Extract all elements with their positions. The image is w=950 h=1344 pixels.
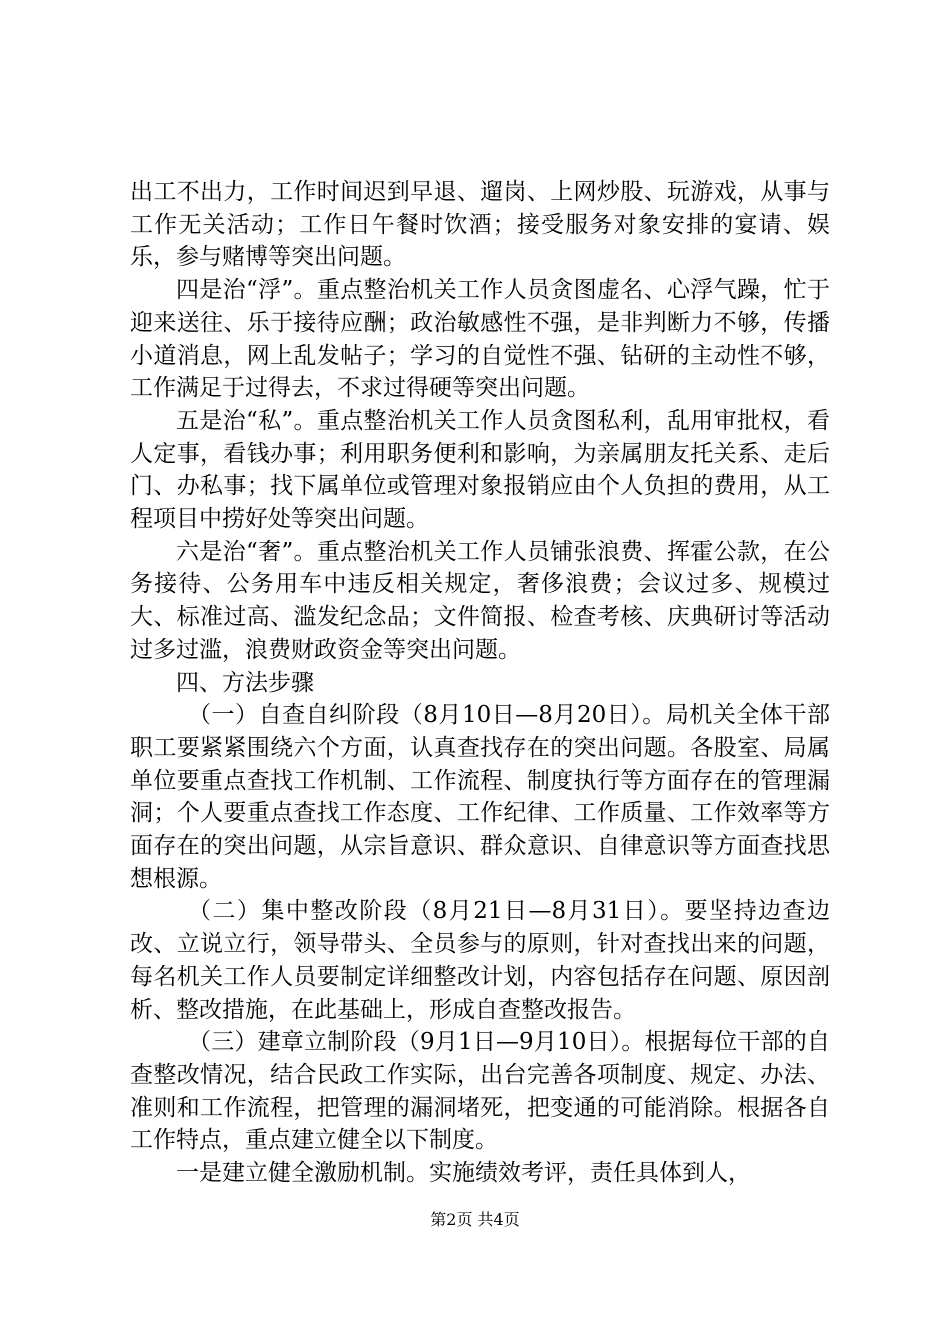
paragraph-stage-one: （一）自查自纠阶段（8月10日—8月20日）。局机关全体干部职工要紧紧围绕六个方面，认真查找存在的突出问题。各股室、局属单位要重点查找工作机制、工作流程、制度执行等方面存在的管理漏洞；个人要重点查找工作态度、工作纪律、工作质量、工作效率等方面存在的突出问题，从宗旨意识、群众意识、自律意识等方面查找思想根源。 [130,702,830,892]
section-heading-method-steps: 四、方法步骤 [176,669,314,696]
document-body [130,176,830,1190]
paragraph-stage-three: （三）建章立制阶段（9月1日—9月10日）。根据每位干部的自查整改情况，结合民政工作实际，出台完善各项制度、规定、办法、准则和工作流程，把管理的漏洞堵死，把变通的可能消除。根据各自工作特点，重点建立健全以下制度。 [130,1029,830,1154]
paragraph-item-six-she: 六是治“奢”。重点整治机关工作人员铺张浪费、挥霍公款，在公务接待、公务用车中违反相关规定，奢侈浪费；会议过多、规模过大、标准过高、滥发纪念品；文件简报、检查考核、庆典研讨等活动过多过滥，浪费财政资金等突出问题。 [130,538,830,663]
paragraph-item-four-fu: 四是治“浮”。重点整治机关工作人员贪图虚名、心浮气躁，忙于迎来送往、乐于接待应酬；政治敏感性不强，是非判断力不够，传播小道消息，网上乱发帖子；学习的自觉性不强、钻研的主动性不够，工作满足于过得去，不求过得硬等突出问题。 [130,277,830,402]
paragraph-stage-two: （二）集中整改阶段（8月21日—8月31日）。要坚持边查边改、立说立行，领导带头、全员参与的原则，针对查找出来的问题，每名机关工作人员要制定详细整改计划，内容包括存在问题、原因剖析、整改措施，在此基础上，形成自查整改报告。 [130,898,830,1023]
paragraph-continuation: 出工不出力，工作时间迟到早退、遛岗、上网炒股、玩游戏，从事与工作无关活动；工作日午餐时饮酒；接受服务对象安排的宴请、娱乐，参与赌博等突出问题。 [130,179,830,271]
page-footer: 第2页 共4页 [430,1210,520,1229]
paragraph-item-five-si: 五是治“私”。重点整治机关工作人员贪图私利，乱用审批权，看人定事，看钱办事；利用职务便利和影响，为亲属朋友托关系、走后门、办私事；找下属单位或管理对象报销应由个人负担的费用，从工程项目中捞好处等突出问题。 [130,407,830,533]
paragraph-incentive-mechanism: 一是建立健全激励机制。实施绩效考评，责任具体到人， [176,1160,751,1187]
